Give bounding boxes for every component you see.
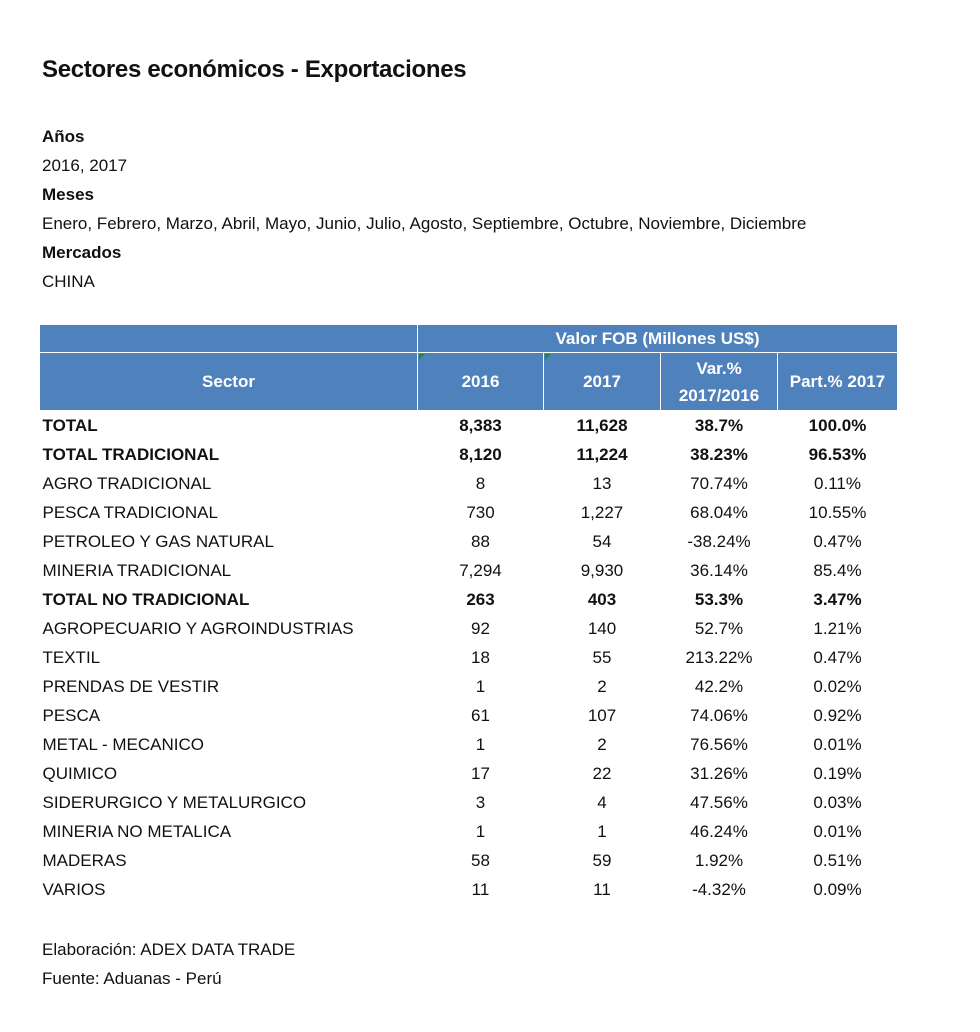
cell-value-2017: 107 (587, 705, 617, 725)
cell-part-pct: 100.0% (808, 415, 867, 435)
cell-part-pct: 0.02% (813, 676, 862, 696)
header-blank (40, 325, 418, 353)
header-group-fob: Valor FOB (Millones US$) (418, 325, 898, 353)
table-row (40, 614, 898, 643)
cell-sector: VARIOS (42, 879, 106, 899)
cell-value-2016: 730 (466, 502, 495, 522)
table-row (40, 846, 898, 875)
cell-value-2017: 2 (597, 676, 607, 696)
table-row (40, 411, 898, 441)
cell-part-pct: 3.47% (813, 589, 862, 609)
cell-value-2016: 11 (471, 879, 490, 899)
cell-value-2017: 54 (592, 531, 612, 551)
header-var: Var.% 2017/2016 (661, 353, 778, 411)
cell-sector: TOTAL (42, 415, 98, 435)
cell-value-2017: 1,227 (580, 502, 624, 522)
cell-var-pct: 47.56% (690, 792, 748, 812)
cell-value-2017: 55 (592, 647, 612, 667)
cell-value-2017: 13 (592, 473, 612, 493)
cell-var-pct: 53.3% (694, 589, 744, 609)
filters (42, 122, 806, 296)
cell-value-2016: 7,294 (459, 560, 502, 580)
cell-value-2017: 2 (597, 734, 607, 754)
table-row (40, 585, 898, 614)
cell-value-2016: 8,120 (459, 444, 502, 464)
header-2016 (418, 353, 544, 411)
cell-note-marker-icon (419, 354, 425, 360)
cell-var-pct: -38.24% (687, 531, 751, 551)
cell-var-pct: -4.32% (692, 879, 746, 899)
filter-label-years: Años (42, 127, 85, 146)
table-row (40, 672, 898, 701)
cell-value-2016: 8 (475, 473, 486, 493)
cell-part-pct: 0.92% (813, 705, 862, 725)
cell-var-pct: 36.14% (690, 560, 748, 580)
cell-var-pct: 38.7% (694, 415, 744, 435)
cell-sector: SIDERURGICO Y METALURGICO (42, 792, 307, 812)
table-row (40, 875, 898, 904)
table-row (40, 817, 898, 846)
cell-value-2016: 18 (471, 647, 490, 667)
cell-value-2016: 61 (471, 705, 490, 725)
cell-sector: AGRO TRADICIONAL (42, 473, 212, 493)
cell-value-2017: 11 (593, 879, 611, 899)
table-row (40, 701, 898, 730)
page-title: Sectores económicos - Exportaciones (42, 56, 467, 83)
cell-part-pct: 10.55% (808, 502, 867, 522)
cell-value-2016: 3 (475, 792, 486, 812)
cell-sector: PESCA (42, 705, 101, 725)
cell-sector: PESCA TRADICIONAL (42, 502, 218, 522)
table-row (40, 759, 898, 788)
cell-var-pct: 31.26% (690, 763, 748, 783)
cell-sector: METAL - MECANICO (42, 734, 205, 754)
table-row (40, 469, 898, 498)
cell-value-2017: 11,224 (576, 444, 628, 464)
header-2017-label: 2017 (583, 372, 621, 391)
cell-value-2016: 88 (471, 531, 490, 551)
footer-elaboracion: Elaboración: ADEX DATA TRADE (42, 940, 296, 959)
cell-value-2016: 1 (475, 734, 486, 754)
cell-part-pct: 0.09% (813, 879, 862, 899)
cell-var-pct: 1.92% (694, 850, 744, 870)
cell-part-pct: 0.01% (813, 734, 862, 754)
footer-fuente: Fuente: Aduanas - Perú (42, 969, 222, 988)
cell-value-2017: 1 (597, 821, 607, 841)
table-row (40, 556, 898, 585)
cell-sector: PETROLEO Y GAS NATURAL (42, 531, 274, 551)
cell-part-pct: 85.4% (813, 560, 862, 580)
cell-sector: MINERIA NO METALICA (42, 821, 232, 841)
cell-var-pct: 74.06% (690, 705, 748, 725)
cell-var-pct: 42.2% (694, 676, 744, 696)
cell-value-2016: 8,383 (459, 415, 502, 435)
cell-value-2017: 11,628 (576, 415, 628, 435)
cell-sector: TEXTIL (42, 647, 101, 667)
filter-value-years: 2016, 2017 (42, 156, 128, 175)
cell-value-2017: 403 (587, 589, 617, 609)
cell-value-2017: 4 (597, 792, 607, 812)
table-row (40, 730, 898, 759)
cell-var-pct: 46.24% (690, 821, 748, 841)
header-sector: Sector (40, 353, 418, 411)
cell-sector: MADERAS (42, 850, 127, 870)
cell-value-2016: 17 (471, 763, 490, 783)
cell-sector: TOTAL NO TRADICIONAL (42, 589, 250, 609)
header-2016-label: 2016 (461, 372, 500, 391)
cell-value-2017: 22 (592, 763, 612, 783)
cell-var-pct: 52.7% (694, 618, 744, 638)
table-row (40, 440, 898, 469)
cell-value-2016: 263 (466, 589, 495, 609)
cell-value-2016: 1 (475, 821, 486, 841)
cell-value-2017: 59 (592, 850, 612, 870)
cell-var-pct: 213.22% (685, 647, 753, 667)
cell-value-2017: 140 (587, 618, 617, 638)
cell-value-2017: 9,930 (580, 560, 624, 580)
table-row (40, 527, 898, 556)
table-row (40, 788, 898, 817)
cell-part-pct: 1.21% (813, 618, 862, 638)
cell-var-pct: 70.74% (690, 473, 748, 493)
footer (42, 935, 295, 993)
cell-value-2016: 1 (475, 676, 486, 696)
cell-part-pct: 0.47% (813, 647, 862, 667)
header-2017 (544, 353, 661, 411)
cell-part-pct: 0.51% (813, 850, 862, 870)
filter-label-markets: Mercados (42, 243, 122, 262)
cell-sector: PRENDAS DE VESTIR (42, 676, 220, 696)
cell-part-pct: 96.53% (808, 444, 867, 464)
table-row (40, 498, 898, 527)
cell-part-pct: 0.03% (813, 792, 862, 812)
cell-sector: MINERIA TRADICIONAL (42, 560, 232, 580)
filter-value-months: Enero, Febrero, Marzo, Abril, Mayo, Junio, Julio, Agosto, Septiembre, Octubre, Noviembre, Diciembre (42, 214, 807, 233)
cell-sector: AGROPECUARIO Y AGROINDUSTRIAS (42, 618, 354, 638)
header-part: Part.% 2017 (778, 353, 898, 411)
cell-part-pct: 0.47% (813, 531, 862, 551)
cell-value-2016: 58 (471, 850, 490, 870)
cell-note-marker-icon (545, 354, 551, 360)
filter-value-markets: CHINA (42, 272, 95, 291)
cell-part-pct: 0.19% (813, 763, 862, 783)
cell-part-pct: 0.11% (814, 473, 861, 493)
cell-part-pct: 0.01% (813, 821, 862, 841)
table-row (40, 643, 898, 672)
cell-value-2016: 92 (471, 618, 490, 638)
cell-var-pct: 38.23% (690, 444, 748, 464)
exports-table (39, 324, 898, 904)
filter-label-months: Meses (42, 185, 94, 204)
cell-sector: QUIMICO (42, 763, 118, 783)
cell-var-pct: 76.56% (690, 734, 748, 754)
cell-var-pct: 68.04% (690, 502, 748, 522)
cell-sector: TOTAL TRADICIONAL (42, 444, 220, 464)
